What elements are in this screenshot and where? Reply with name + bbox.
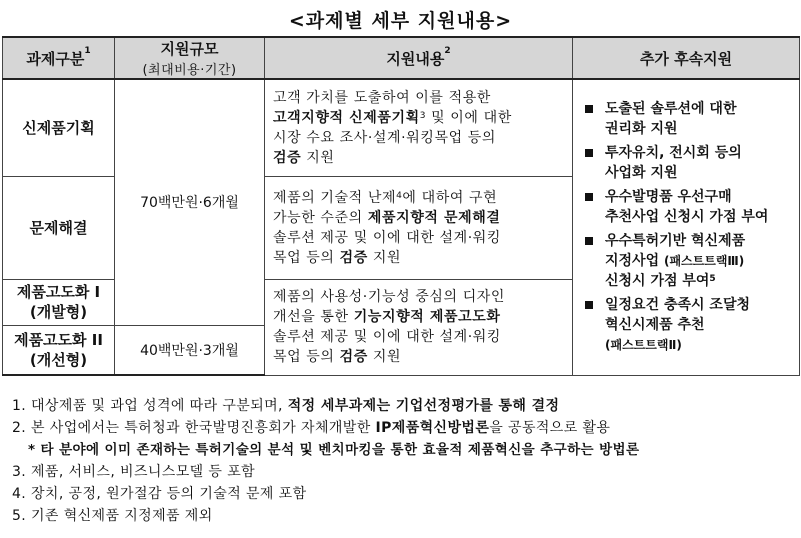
footnotes xyxy=(12,395,797,527)
header-extra: 추가 후속지원 xyxy=(573,37,800,79)
footnote-1: 1. 대상제품 및 과업 성격에 따라 구분되며, 적정 세부과제는 기업선정평가를 통해 결정 xyxy=(12,398,560,414)
list-item: 우수특허기반 혁신제품 지정사업 (패스트트랙Ⅲ) 신청시 가점 부여$^5$ xyxy=(583,231,793,291)
header-content: 지원내용$^2$ xyxy=(265,37,573,79)
page-title: <과제별 세부 지원내용> xyxy=(288,10,513,32)
category-advancement-2: 제품고도화 II (개선형) xyxy=(3,325,115,375)
category-problem-solving: 문제해결 xyxy=(3,176,115,279)
extra-support-list xyxy=(573,79,800,375)
square-bullet-icon xyxy=(585,105,593,113)
scale-40m: 40백만원·3개월 xyxy=(115,325,265,375)
list-item: 도출된 솔루션에 대한 권리화 지원 xyxy=(583,99,793,139)
list-item: 일정요건 충족시 조달청 혁신시제품 추천 (패스트트랙Ⅱ) xyxy=(583,295,793,355)
list-item: 우수발명품 우선구매 추천사업 신청시 가점 부여 xyxy=(583,187,793,227)
square-bullet-icon xyxy=(585,301,593,309)
content-advancement: 제품의 사용성·기능성 중심의 디자인 개선을 통한 기능지향적 제품고도화 솔루션 제공 및 이에 대한 설계·워킹 목업 등의 검증 지원 xyxy=(265,279,573,375)
footnote-2: 2. 본 사업에서는 특허청과 한국발명진흥회가 자체개발한 IP제품혁신방법론을 공동적으로 활용 xyxy=(12,420,611,436)
content-new-product: 고객 가치를 도출하여 이를 적용한 고객지향적 신제품기획$^3$ 및 이에 대한 시장 수요 조사·설계·워킹목업 등의 검증 지원 xyxy=(265,79,573,176)
square-bullet-icon xyxy=(585,149,593,157)
square-bullet-icon xyxy=(585,237,593,245)
table-row xyxy=(3,79,800,176)
scale-70m: 70백만원·6개월 xyxy=(115,79,265,325)
footnote-5: 5. 기존 혁신제품 지정제품 제외 xyxy=(12,508,213,524)
header-scale: 지원규모 (최대비용·기간) xyxy=(115,37,265,79)
list-item: 투자유치, 전시회 등의 사업화 지원 xyxy=(583,143,793,183)
square-bullet-icon xyxy=(585,193,593,201)
content-problem-solving: 제품의 기술적 난제$^4$에 대하여 구현 가능한 수준의 제품지향적 문제해결 솔루션 제공 및 이에 대한 설계·워킹 목업 등의 검증 지원 xyxy=(265,176,573,279)
footnote-4: 4. 장치, 공정, 원가절감 등의 기술적 문제 포함 xyxy=(12,486,307,502)
table-header-row xyxy=(3,37,800,79)
footnote-3: 3. 제품, 서비스, 비즈니스모델 등 포함 xyxy=(12,464,256,480)
footnote-2-detail: * 타 분야에 이미 존재하는 특허기술의 분석 및 벤치마킹을 통한 효율적 제품혁신을 추구하는 방법론 xyxy=(28,442,640,458)
support-table xyxy=(2,36,800,376)
category-new-product: 신제품기획 xyxy=(3,79,115,176)
category-advancement-1: 제품고도화 I (개발형) xyxy=(3,279,115,325)
header-category: 과제구분$^1$ xyxy=(3,37,115,79)
